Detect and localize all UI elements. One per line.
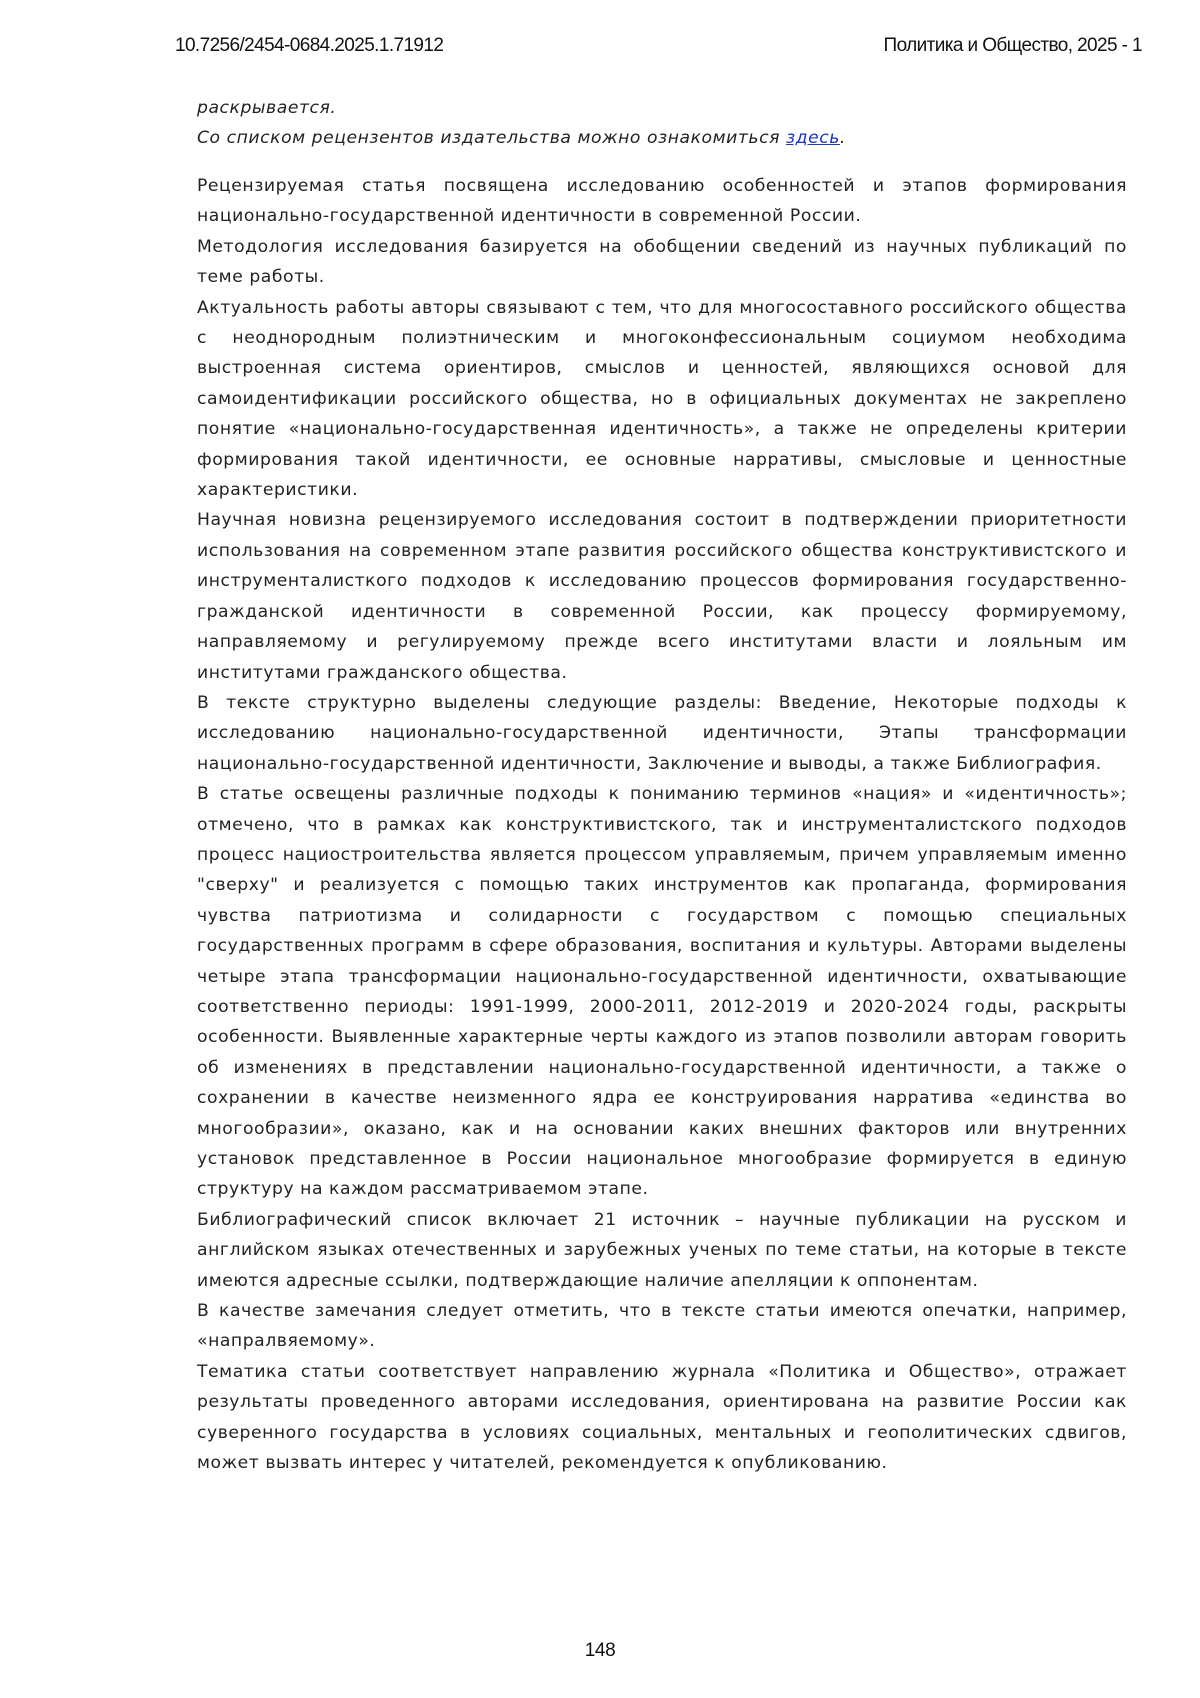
review-intro [197,93,1127,153]
review-paragraph-subject: Рецензируемая статья посвящена исследованию особенностей и этапов формирования национально-государственной идентичности в современной России. [197,171,1127,232]
page-number: 148 [0,1640,1200,1662]
review-paragraph-methodology: Методология исследования базируется на обобщении сведений из научных публикаций по теме работы. [197,232,1127,293]
journal-header: Политика и Общество, 2025 - 1 [884,35,1142,57]
review-paragraph-remarks: В качестве замечания следует отметить, что в тексте статьи имеются опечатки, например, «напралвяемому». [197,1296,1127,1357]
reviewers-text-end: . [840,128,846,148]
intro-line-reviewers [197,123,1127,153]
reviewers-list-link[interactable]: здесь [786,128,840,148]
doi-header: 10.7256/2454-0684.2025.1.71912 [175,35,443,57]
review-paragraph-novelty: Научная новизна рецензируемого исследования состоит в подтверждении приоритетности использования на современном этапе развития российского общества конструктивистского и инструменталисткого подходов к исследованию процессов формирования государственно-гражданской идентичности в современной России, как процессу формируемому, направляемому и регулируемому прежде всего институтами власти и лояльным им институтами гражданского общества. [197,505,1127,687]
intro-line-disclosure: раскрывается. [197,93,1127,123]
review-paragraph-relevance: Актуальность работы авторы связывают с тем, что для многосоставного российского общества с неоднородным полиэтническим и многоконфессиональным социумом необходима выстроенная система ориентиров, смыслов и ценностей, являющихся основой для самоидентификации российского общества, но в официальных документах не закреплено понятие «национально-государственная идентичность», а также не определены критерии формирования такой идентичности, ее основные нарративы, смысловые и ценностные характеристики. [197,293,1127,506]
review-paragraph-conclusion: Тематика статьи соответствует направлению журнала «Политика и Общество», отражает результаты проведенного авторами исследования, ориентирована на развитие России как суверенного государства в условиях социальных, ментальных и геополитических сдвигов, может вызвать интерес у читателей, рекомендуется к опубликованию. [197,1357,1127,1479]
review-paragraph-bibliography: Библиографический список включает 21 источник – научные публикации на русском и английском языках отечественных и зарубежных ученых по теме статьи, на которые в тексте имеются адресные ссылки, подтверждающие наличие апелляции к оппонентам. [197,1205,1127,1296]
reviewers-text: Со списком рецензентов издательства можно ознакомиться [197,128,786,148]
review-body [197,171,1127,1478]
review-paragraph-structure: В тексте структурно выделены следующие разделы: Введение, Некоторые подходы к исследованию национально-государственной идентичности, Этапы трансформации национально-государственной идентичности, Заключение и выводы, а также Библиография. [197,688,1127,779]
review-paragraph-content: В статье освещены различные подходы к пониманию терминов «нация» и «идентичность»; отмечено, что в рамках как конструктивистского, так и инструменталистского подходов процесс нациостроительства является процессом управляемым, причем управляемым именно "сверху" и реализуется с помощью таких инструментов как пропаганда, формирования чувства патриотизма и солидарности с государством с помощью специальных государственных программ в сфере образования, воспитания и культуры. Авторами выделены четыре этапа трансформации национально-государственной идентичности, охватывающие соответственно периоды: 1991-1999, 2000-2011, 2012-2019 и 2020-2024 годы, раскрыты особенности. Выявленные характерные черты каждого из этапов позволили авторам говорить об изменениях в представлении национально-государственной идентичности, а также о сохранении в качестве неизменного ядра ее конструирования нарратива «единства во многообразии», оказано, как и на основании каких внешних факторов или внутренних установок представленное в России национальное многообразие формируется в единую структуру на каждом рассматриваемом этапе. [197,779,1127,1205]
